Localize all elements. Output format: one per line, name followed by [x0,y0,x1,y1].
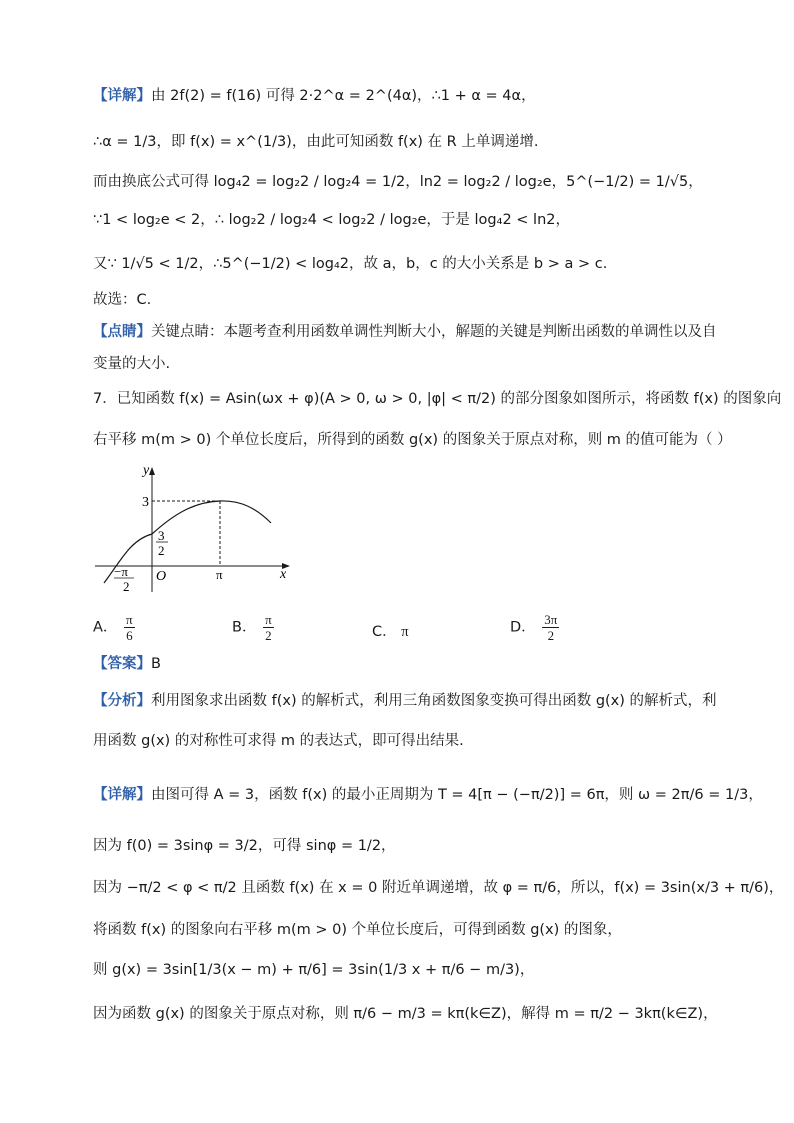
p2-line1: 由图可得 A = 3，函数 f(x) 的最小正周期为 T = 4[π − (−π/2)] = 6π，则 ω = 2π/6 = 1/3， [151,787,763,803]
p2-line5: 则 g(x) = 3sin[1/3(x − m) + π/6] = 3sin(1/3 x + π/6 − m/3)， [93,962,535,978]
p1-line6: 故选：C. [93,292,152,308]
option-b-den: 2 [265,628,272,643]
option-a-num: π [126,612,133,627]
analysis-text-1: 利用图象求出函数 f(x) 的解析式，利用三角函数图象变换可得出函数 g(x) 的解析式，利 [151,693,717,709]
origin-label: O [156,569,167,584]
note-text-2: 变量的大小. [93,356,171,372]
option-a[interactable] [93,612,137,643]
note-text-1: 关键点睛：本题考查利用函数单调性判断大小，解题的关键是判断出函数的单调性以及自 [151,324,717,340]
p2-line2: 因为 f(0) = 3sinφ = 3/2，可得 sinφ = 1/2， [93,838,396,854]
option-a-den: 6 [126,628,133,643]
sine-curve [104,501,271,583]
option-d-letter: D． [510,619,536,636]
y-axis-arrow-icon [149,467,155,475]
x-axis-label: x [280,567,287,582]
note-line-1 [93,322,717,342]
p2-line4: 将函数 f(x) 的图象向右平移 m(m > 0) 个单位长度后，可得到函数 g(x) 的图象， [93,922,622,938]
y-max-label: 3 [142,495,149,510]
option-d-den: 2 [547,628,555,643]
x-neg-denominator: 2 [123,579,130,594]
p1-line2: ∴α = 1/3，即 f(x) = x^(1/3)，由此可知函数 f(x) 在 R 上单调递增. [93,134,539,150]
p1-line3: 而由换底公式可得 log₄2 = log₂2 / log₂4 = 1/2，ln2 = log₂2 / log₂e，5^(−1/2) = 1/√5， [93,174,703,190]
answer-value: B [151,656,161,672]
option-c-letter: C． [372,624,397,640]
y-intercept-denominator: 2 [158,543,165,558]
function-graph [90,462,300,597]
option-c-value: π [401,624,409,640]
x-pi-label: π [216,567,223,582]
option-d[interactable] [510,612,561,643]
detail2-line-1 [93,785,763,805]
question-7-line-1: 7．已知函数 f(x) = Asin(ωx + φ)(A > 0, ω > 0, |φ| < π/2) 的部分图象如图所示，将函数 f(x) 的图象向 [93,391,782,407]
p1-line5: 又∵ 1/√5 < 1/2，∴5^(−1/2) < log₄2，故 a，b，c 的大小关系是 b > a > c. [93,256,608,272]
option-b[interactable] [232,612,276,643]
option-c[interactable] [372,620,409,641]
p1-line1: 由 2f(2) = f(16) 可得 2·2^α = 2^(4α)，∴1 + α = 4α， [151,88,536,104]
detail-label: 【详解】 [93,88,151,104]
y-axis-label: y [143,463,150,478]
option-d-num: 3π [544,612,558,627]
detail2-label: 【详解】 [93,787,151,803]
p2-line6: 因为函数 g(x) 的图象关于原点对称，则 π/6 − m/3 = kπ(k∈Z)，解得 m = π/2 − 3kπ(k∈Z)， [93,1006,718,1022]
answer-line [93,654,704,674]
option-b-num: π [265,612,272,627]
p2-line3: 因为 −π/2 < φ < π/2 且函数 f(x) 在 x = 0 附近单调递增，故 φ = π/6，所以，f(x) = 3sin(x/3 + π/6)， [93,880,784,896]
option-b-letter: B． [232,619,257,636]
analysis-line-1 [93,691,717,711]
p1-line4: ∵1 < log₂e < 2，∴ log₂2 / log₂4 < log₂2 / log₂e，于是 log₄2 < ln2， [93,212,570,228]
answer-label: 【答案】 [93,656,151,672]
question-7-line-2: 右平移 m(m > 0) 个单位长度后，所得到的函数 g(x) 的图象关于原点对称，则 m 的值可能为（ ） [93,432,732,448]
y-intercept-numerator: 3 [158,528,165,543]
option-a-letter: A． [93,619,118,636]
detail-line-1 [93,86,704,106]
analysis-label: 【分析】 [93,693,151,709]
note-label: 【点睛】 [93,324,151,340]
x-neg-numerator: −π [114,564,128,579]
analysis-text-2: 用函数 g(x) 的对称性可求得 m 的表达式，即可得出结果. [93,733,464,749]
